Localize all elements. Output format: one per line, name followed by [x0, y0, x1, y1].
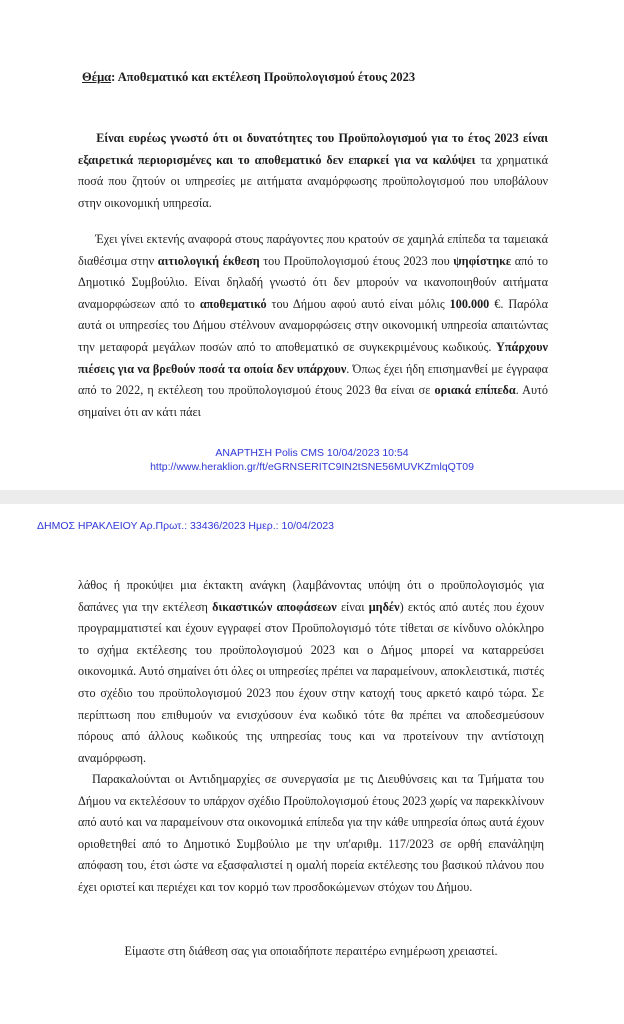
paragraph-run: €. Παρόλα αυτά οι υπηρεσίες του Δήμου στέλνουν αναμορφώσεις στην οικονομική υπηρεσία απαιτώντας την μεταφορά μεγάλων ποσών από το αποθεματικό σε συγκεκριμένους κωδικούς. [78, 296, 548, 354]
paragraph-run: οριακά επίπεδα [434, 383, 516, 398]
paragraph-run: Είμαστε στη διάθεση σας για οποιαδήποτε περαιτέρω ενημέρωση χρειαστεί. [124, 944, 498, 958]
posting-stamp: ΑΝΑΡΤΗΣΗ Polis CMS 10/04/2023 10:54 [215, 447, 409, 459]
paragraph-run: Είναι ευρέως γνωστό ότι οι δυνατότητες του Προϋπολογισμού για το έτος 2023 είναι εξαιρετικά περιορισμένες και το αποθεματικό δεν επαρκεί για να καλύψει [78, 131, 549, 167]
paragraph-run: Έχει γίνει εκτενής αναφορά στους παράγοντες που κρατούν σε χαμηλά επίπεδα τα ταμειακά διαθέσιμα στην [78, 232, 548, 268]
paragraph-run: . Αυτό σημαίνει ότι αν κάτι πάει [78, 383, 549, 419]
page-separator [0, 490, 624, 504]
paragraph-run: λάθος ή προκύψει μια έκτακτη ανάγκη (λαμβάνοντας υπόψη ότι ο προϋπολογισμός για δαπάνες για την εκτέλεση [78, 578, 544, 614]
paragraph-run: 100.000 [449, 296, 490, 311]
paragraph-run: αιτιολογική έκθεση [157, 253, 260, 268]
paragraph-run: Παρακαλούνται οι Αντιδημαρχίες σε συνεργασία με τις Διευθύνσεις και τα Τμήματα του Δήμου να εκτελέσουν το υπάρχον σχέδιο Προϋπολογισμού έτους 2023 χωρίς να παρεκκλίνουν από αυτό και να παραμείνουν στα οικονομικά επίπεδα για την κάθε υπηρεσία όπως αυτά έχουν οριοθετηθεί από το Δημοτικό Συμβούλιο με την υπ'αριθμ. 117/2023 σε ορθή επανάληψη απόφαση του, έτσι ώστε να εξασφαλιστεί η ομαλή πορεία εκτέλεσης του βασικού πλάνου που έχει οριστεί και περιέχει και τον κορμό των προσδοκώμενων στόχων του Δήμου. [78, 772, 544, 894]
paragraph-run: Υπάρχουν πιέσεις για να βρεθούν ποσά τα οποία δεν υπάρχουν [78, 339, 548, 376]
paragraph-run: δικαστικών αποφάσεων [212, 599, 337, 614]
paragraph-run: του Προϋπολογισμού έτους 2023 που [259, 253, 454, 268]
subject-line [82, 70, 552, 85]
paragraph-run: από το Δημοτικό Συμβούλιο. Είναι δηλαδή γνωστό ότι δεν μπορούν να ικανοποιηθούν αιτήματα αναμορφώσεων από το [78, 253, 549, 311]
document-page-2 [0, 504, 624, 1024]
document-page-1 [0, 0, 624, 491]
paragraph-run: μηδέν [368, 599, 400, 614]
paragraph-run: είναι [336, 599, 369, 614]
paragraph-run: ) εκτός από αυτές που έχουν προγραμματιστεί και έχουν εγγραφεί στον Προϋπολογισμό τότε τίθεται σε κίνδυνο ολόκληρο το σχήμα εκτέλεσης του προϋπολογισμού 2023 και ο Δήμος μπορεί να καταρρεύσει οικονομικά. Αυτό σημαίνει ότι όλες οι υπηρεσίες πρέπει να παραμείνουν, αποκλειστικά, πιστές στο σχέδιο του προϋπολογισμού 2023 που έχουν στην κατοχή τους αρκετό καιρό τώρα. Σε περίπτωση που επιθυμούν να ενισχύσουν ένα κωδικό τότε θα πρέπει να αποδεσμεύσουν πόρους από άλλους κωδικούς της υπηρεσίας τους και να προτείνουν την αντίστοιχη αναμόρφωση. [78, 599, 544, 765]
paragraph-run: τα χρηματικά ποσά που ζητούν οι υπηρεσίες με αιτήματα αναμόρφωσης προϋπολογισμού που υποβάλουν στην οικονομική υπηρεσία. [78, 152, 548, 210]
protocol-header: ΔΗΜΟΣ ΗΡΑΚΛΕΙΟΥ Αρ.Πρωτ.: 33436/2023 Ημερ.: 10/04/2023 [37, 520, 335, 532]
paragraph-run: ψηφίστηκε [453, 253, 512, 268]
paragraph-emergency-risk [78, 575, 544, 769]
subject-text: : Αποθεματικό και εκτέλεση Προϋπολογισμού έτους 2023 [111, 70, 416, 84]
paragraph-run: του Δήμου αφού αυτό είναι μόλις [266, 296, 450, 311]
posting-url: http://www.heraklion.gr/ft/eGRNSERITC9IN2tSNE56MUVKZmlqQT09 [150, 461, 474, 473]
paragraph-request-to-deputies [78, 769, 544, 899]
paragraph-run: . Όπως έχει ήδη επισημανθεί με έγγραφα από το 2022, η εκτέλεση του προϋπολογισμού έτους 2023 θα είναι σε [78, 361, 548, 398]
paragraph-budget-limits [78, 128, 548, 214]
paragraph-closing [78, 941, 544, 963]
paragraph-run: αποθεματικό [199, 296, 267, 311]
subject-label: Θέμα [82, 70, 112, 84]
paragraph-reserve-pressures [78, 229, 548, 423]
